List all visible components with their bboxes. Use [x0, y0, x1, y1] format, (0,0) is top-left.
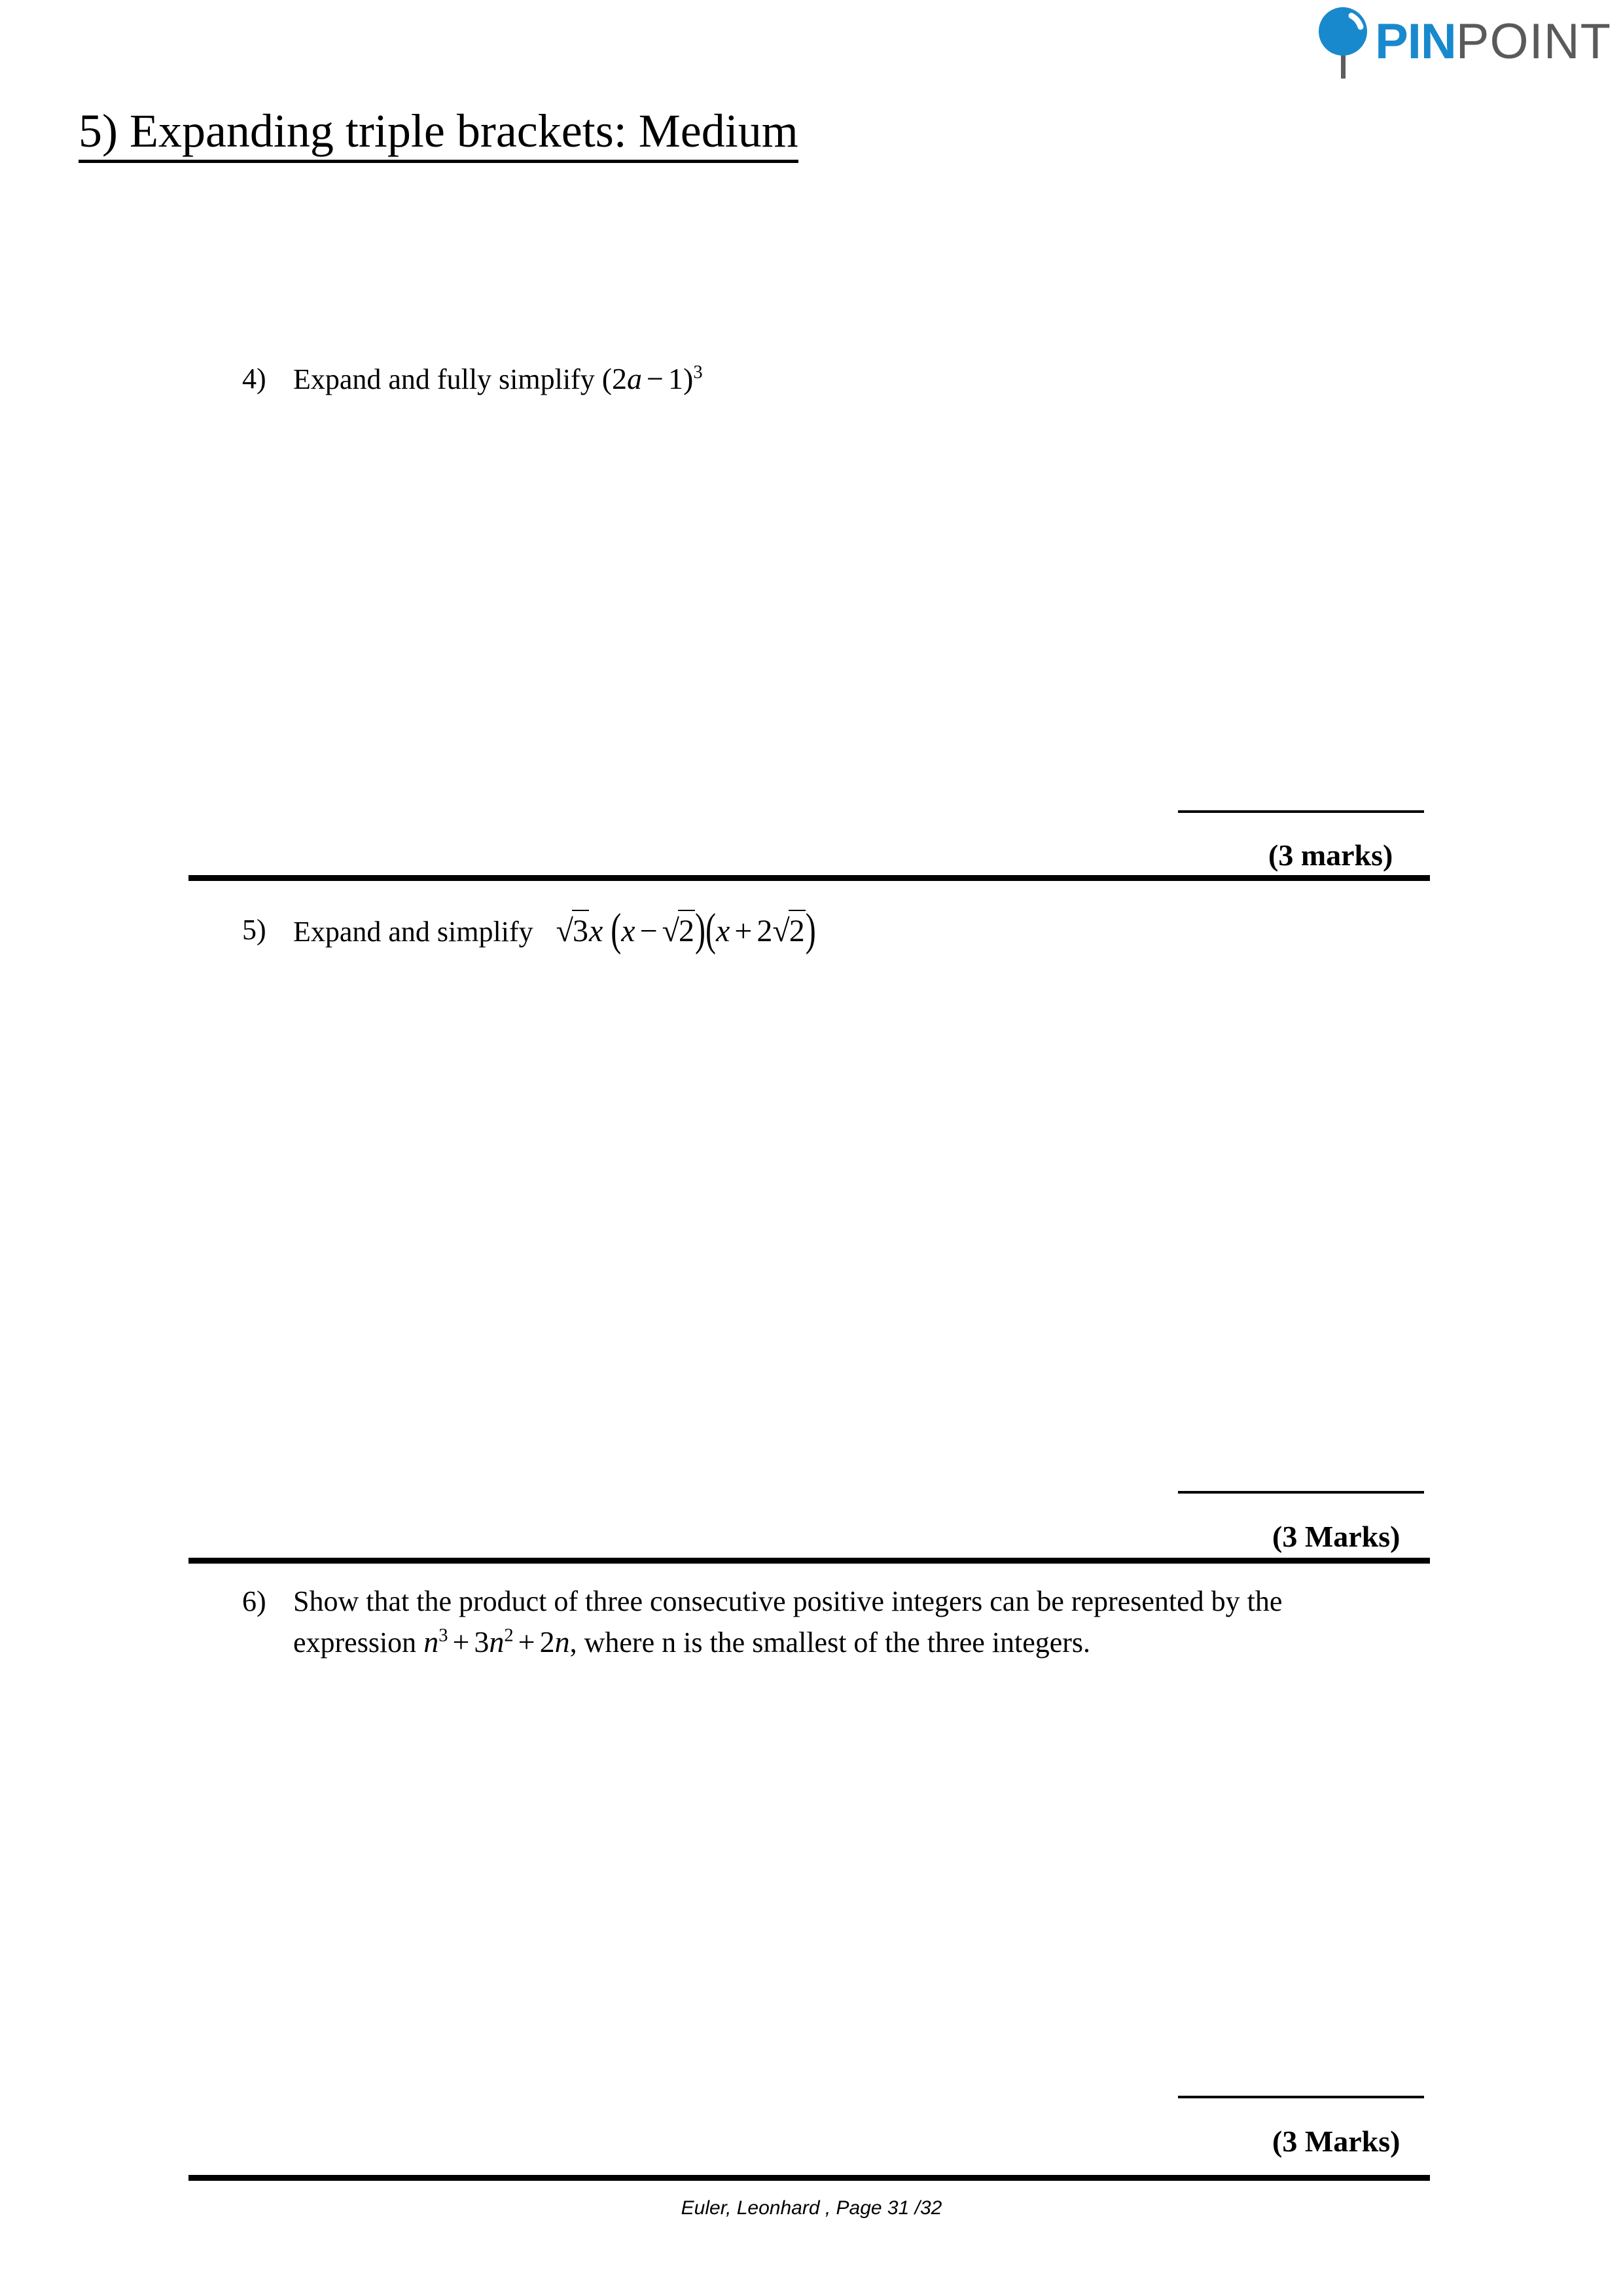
question-5-prompt: Expand and simplify — [293, 916, 533, 948]
question-5-expression: √3x (x − √2)(x + 2√2) — [556, 905, 816, 956]
logo-text-point: POINT — [1455, 14, 1611, 69]
question-4-expression: $(2a - 1)^3$ — [601, 362, 703, 395]
question-6-line-2 — [293, 1622, 1427, 1663]
logo-text-pin: PIN — [1375, 14, 1456, 69]
answer-line-6 — [1178, 2096, 1424, 2098]
section-divider-2 — [188, 1558, 1430, 1564]
question-6-text — [293, 1581, 1427, 1663]
marks-label-6: (3 Marks) — [1272, 2125, 1400, 2158]
answer-line-5 — [1178, 1491, 1424, 1494]
section-divider-1 — [188, 875, 1430, 881]
question-4 — [242, 359, 1420, 400]
section-divider-3 — [188, 2175, 1430, 2181]
question-6-expression: $n^3 + 3n^2 + 2n$ — [423, 1625, 570, 1659]
question-6 — [242, 1581, 1427, 1663]
question-6-line-2-suffix: , where n is the smallest of the three integers. — [569, 1626, 1091, 1659]
page-title: 5) Expanding triple brackets: Medium — [79, 103, 798, 163]
question-6-line-2-prefix: expression — [293, 1626, 417, 1659]
pinpoint-logo — [1312, 5, 1611, 76]
question-4-number: 4) — [242, 363, 266, 395]
answer-line-4 — [1178, 810, 1424, 813]
map-pin-icon — [1312, 5, 1375, 79]
question-5-number: 5) — [242, 914, 266, 946]
page-footer: Euler, Leonhard , Page 31 /32 — [681, 2197, 942, 2219]
question-6-line-1: Show that the product of three consecutive positive integers can be represented by the — [293, 1585, 1283, 1617]
question-5 — [242, 905, 1420, 956]
marks-label-5: (3 Marks) — [1272, 1520, 1400, 1553]
question-4-prompt: Expand and fully simplify — [293, 363, 595, 395]
question-4-text — [293, 359, 1420, 400]
question-6-number: 6) — [242, 1585, 266, 1617]
question-5-text — [293, 905, 1420, 956]
marks-label-4: (3 marks) — [1268, 838, 1393, 872]
